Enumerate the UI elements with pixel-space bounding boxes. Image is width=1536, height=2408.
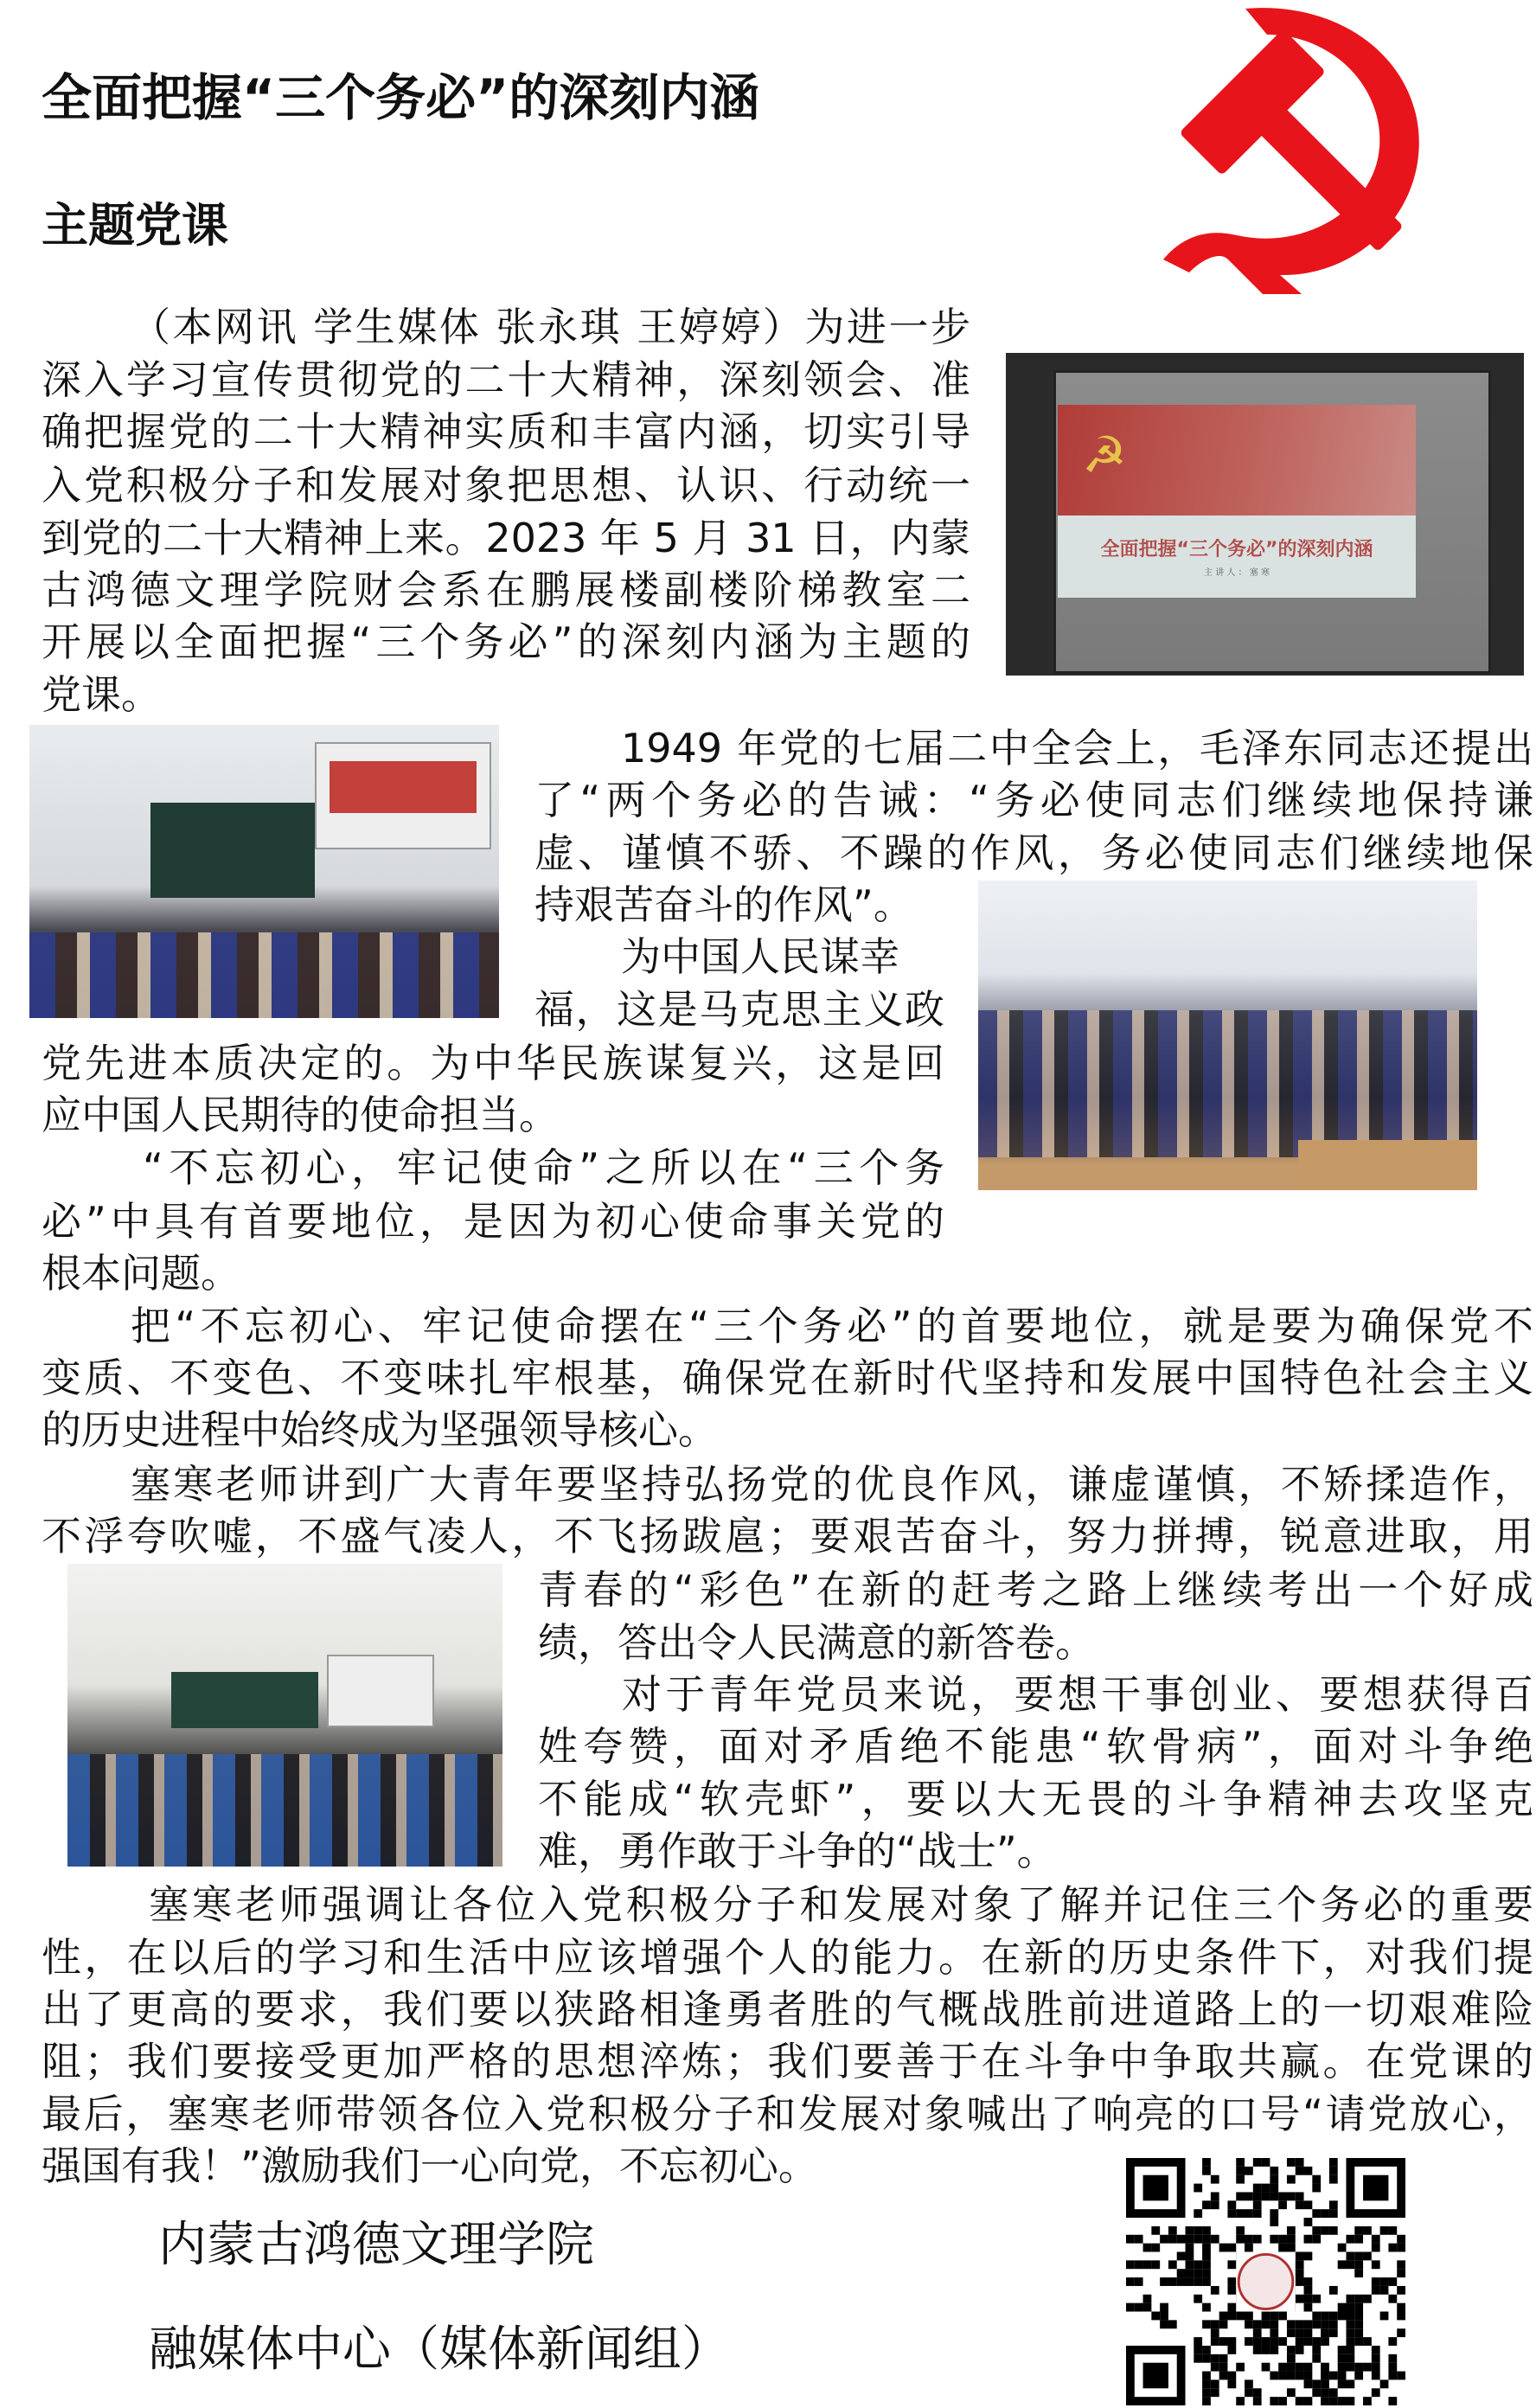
body-line: 阻；我们要接受更加严格的思想淬炼；我们要善于在斗争中争取共赢。在党课的: [42, 2038, 1533, 2085]
projector-photo: [1006, 353, 1524, 676]
body-line: 把“不忘初心、牢记使命摆在“三个务必”的首要地位，就是要为确保党不: [131, 1303, 1533, 1349]
body-line: 了“两个务必的告诫：“务必使同志们继续地保持谦: [534, 777, 1533, 823]
body-line: 根本问题。: [42, 1250, 240, 1297]
body-line: 必”中具有首要地位，是因为初心使命事关党的: [42, 1198, 944, 1245]
body-line: 青春的“彩色”在新的赶考之路上继续考出一个好成: [538, 1566, 1533, 1613]
body-line: 塞寒老师强调让各位入党积极分子和发展对象了解并记住三个务必的重要: [149, 1881, 1533, 1928]
body-line: 的历史进程中始终成为坚强领导核心。: [42, 1406, 718, 1453]
body-line: “不忘初心，牢记使命”之所以在“三个务: [143, 1144, 944, 1191]
party-emblem-icon: [1116, 0, 1453, 294]
body-line: 1949 年党的七届二中全会上，毛泽东同志还提出: [621, 725, 1533, 772]
page-subtitle: 主题党课: [42, 198, 228, 253]
body-line: 党课。: [42, 671, 161, 718]
body-line: 变质、不变色、不变味扎牢根基，确保党在新时代坚持和发展中国特色社会主义: [42, 1354, 1533, 1401]
body-line: 出了更高的要求，我们要以狭路相逢勇者胜的气概战胜前进道路上的一切艰难险: [42, 1986, 1533, 2033]
body-line: 为中国人民谋幸: [621, 933, 899, 980]
body-line: 到党的二十大精神上来。2023 年 5 月 31 日，内蒙: [42, 515, 970, 561]
students-photo: [978, 881, 1477, 1190]
body-line: 性，在以后的学习和生活中应该增强个人的能力。在新的历史条件下，对我们提: [42, 1934, 1533, 1981]
body-line: （本网讯 学生媒体 张永琪 王婷婷）为进一步: [131, 304, 970, 350]
page-title: 全面把握“三个务必”的深刻内涵: [42, 68, 760, 127]
body-line: 应中国人民期待的使命担当。: [42, 1092, 559, 1138]
body-line: 塞寒老师讲到广大青年要坚持弘扬党的优良作风，谦虚谨慎，不矫揉造作，: [131, 1461, 1533, 1508]
body-line: 持艰苦奋斗的作风”。: [534, 881, 913, 928]
body-line: 不浮夸吹嘘，不盛气凌人，不飞扬跋扈；要艰苦奋斗，努力拼搏，锐意进取，用: [42, 1513, 1533, 1559]
body-line: 深入学习宣传贯彻党的二十大精神，深刻领会、准: [42, 356, 970, 403]
slide-speaker: 主 讲 人 ： 塞 寒: [1204, 568, 1270, 578]
body-line: 绩，答出令人民满意的新答卷。: [538, 1619, 1095, 1666]
classroom-teacher-photo: [29, 725, 499, 1018]
body-line: 古鸿德文理学院财会系在鹏展楼副楼阶梯教室二: [42, 567, 970, 613]
body-line: 福，这是马克思主义政: [534, 986, 944, 1033]
body-line: 最后，塞寒老师带领各位入党积极分子和发展对象喊出了响亮的口号“请党放心，: [42, 2091, 1533, 2137]
body-line: 党先进本质决定的。为中华民族谋复兴，这是回: [42, 1040, 944, 1086]
body-line: 开展以全面把握“三个务必”的深刻内涵为主题的: [42, 618, 970, 665]
qr-code[interactable]: [1126, 2158, 1405, 2405]
body-line: 不能成“软壳虾”，要以大无畏的斗争精神去攻坚克: [538, 1776, 1533, 1822]
body-line: 入党积极分子和发展对象把思想、认识、行动统一: [42, 462, 970, 509]
slide-title: 全面把握“三个务必”的深刻内涵: [1100, 539, 1373, 560]
body-line: 难，勇作敢于斗争的“战士”。: [538, 1828, 1057, 1874]
body-line: 姓夸赞，面对矛盾绝不能患“软骨病”，面对斗争绝: [538, 1723, 1533, 1770]
body-line: 强国有我！”激励我们一心向党，不忘初心。: [42, 2142, 818, 2189]
footer-org: 内蒙古鸿德文理学院: [158, 2217, 594, 2273]
footer-dept: 融媒体中心（媒体新闻组）: [149, 2322, 730, 2378]
lecture-hall-photo: [67, 1564, 502, 1867]
slide-emblem-icon: ☭: [1082, 426, 1127, 484]
body-line: 确把握党的二十大精神实质和丰富内涵，切实引导: [42, 408, 970, 455]
body-line: 虚、谨慎不骄、不躁的作风，务必使同志们继续地保: [534, 829, 1533, 876]
qr-logo-seal-icon: [1238, 2254, 1293, 2309]
body-line: 对于青年党员来说，要想干事创业、要想获得百: [622, 1671, 1533, 1718]
